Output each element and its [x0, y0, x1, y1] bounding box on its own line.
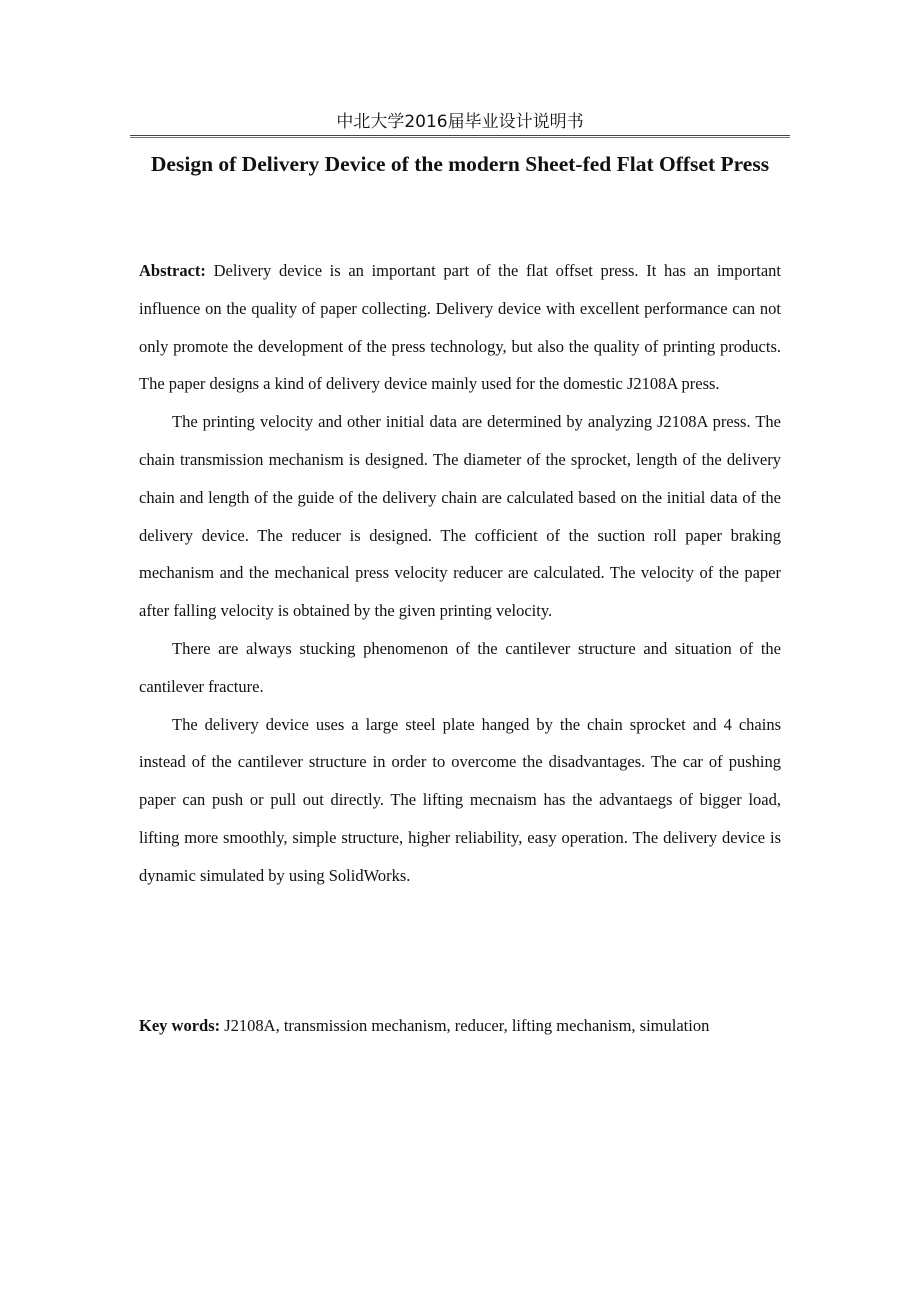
- document-title: Design of Delivery Device of the modern Sheet-fed Flat Offset Press: [150, 152, 770, 176]
- keywords-label: Key words:: [139, 1016, 221, 1035]
- abstract-paragraph-4: The delivery device uses a large steel plate hanged by the chain sprocket and 4 chains instead of the cantilever structure in order to overcome the disadvantages. The car of pushing paper can push or pull out directly. The lifting mecnaism has the advantaegs of bigger load, lifting more smoothly, simple structure, higher reliability, easy operation. The delivery device is dynamic simulated by using SolidWorks.: [139, 714, 781, 885]
- abstract-section: [139, 252, 781, 895]
- keywords-text: J2108A, transmission mechanism, reducer, lifting mechanism, simulation: [224, 1016, 710, 1035]
- abstract-paragraph-2: The printing velocity and other initial data are determined by analyzing J2108A press. The chain transmission mechanism is designed. The diameter of the sprocket, length of the delivery chain and length of the guide of the delivery chain are calculated based on the initial data of the delivery device. The reducer is designed. The cofficient of the suction roll paper braking mechanism and the mechanical press velocity reducer are calculated. The velocity of the paper after falling velocity is obtained by the given printing velocity.: [139, 412, 781, 621]
- abstract-paragraph-1: [139, 252, 781, 403]
- running-header: 中北大学2016届毕业设计说明书: [336, 112, 584, 132]
- abstract-paragraph-3: There are always stucking phenomenon of the cantilever structure and situation of the cantilever fracture.: [139, 638, 781, 696]
- keywords-line: [139, 1007, 781, 1045]
- abstract-text-1: Delivery device is an important part of the flat offset press. It has an important influence on the quality of paper collecting. Delivery device with excellent performance can not only promote the development of the press technology, but also the quality of printing products. The paper designs a kind of delivery device mainly used for the domestic J2108A press.: [139, 261, 782, 394]
- header-divider: [130, 135, 790, 138]
- abstract-label: Abstract:: [139, 261, 206, 280]
